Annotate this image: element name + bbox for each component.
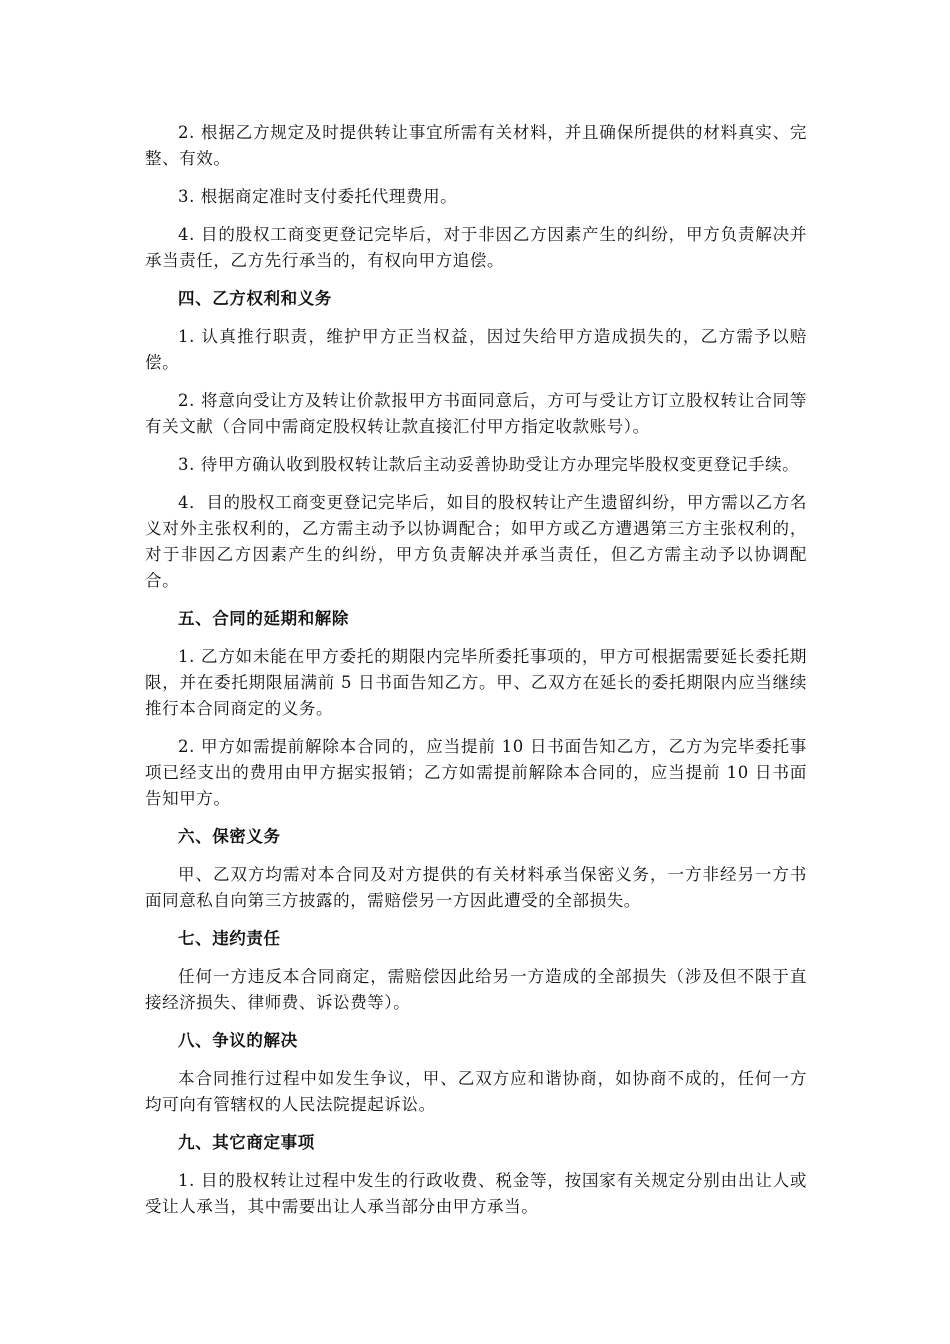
- section-heading: 五、合同的延期和解除: [178, 609, 349, 628]
- section-heading: 六、保密义务: [178, 827, 281, 846]
- paragraph: 1. 乙方如未能在甲方委托的期限内完毕所委托事项的，甲方可根据需要延长委托期限，并在委托期限届满前 5 日书面告知乙方。甲、乙双方在延长的委托期限内应当继续推行本合同商定的义务。: [145, 647, 807, 718]
- section-heading: 四、乙方权利和义务: [178, 289, 332, 308]
- paragraph: 3. 根据商定准时支付委托代理费用。: [178, 187, 458, 206]
- paragraph: 1. 目的股权转让过程中发生的行政收费、税金等，按国家有关规定分别由出让人或受让人承当，其中需要出让人承当部分由甲方承当。: [145, 1171, 807, 1216]
- document-page: [145, 120, 807, 1220]
- paragraph: 本合同推行过程中如发生争议，甲、乙双方应和谐协商，如协商不成的，任何一方均可向有管辖权的人民法院提起诉讼。: [145, 1069, 807, 1114]
- paragraph: 4．目的股权工商变更登记完毕后，如目的股权转让产生遗留纠纷，甲方需以乙方名义对外主张权利的，乙方需主动予以协调配合；如甲方或乙方遭遇第三方主张权利的，对于非因乙方因素产生的纠纷，甲方负责解决并承当责任，但乙方需主动予以协调配合。: [145, 493, 807, 590]
- paragraph: 2. 根据乙方规定及时提供转让事宜所需有关材料，并且确保所提供的材料真实、完整、有效。: [145, 123, 807, 168]
- section-heading: 七、违约责任: [178, 929, 281, 948]
- paragraph: 2. 将意向受让方及转让价款报甲方书面同意后，方可与受让方订立股权转让合同等有关文献（合同中需商定股权转让款直接汇付甲方指定收款账号）。: [145, 391, 807, 436]
- paragraph: 任何一方违反本合同商定，需赔偿因此给另一方造成的全部损失（涉及但不限于直接经济损失、律师费、诉讼费等）。: [145, 967, 807, 1012]
- paragraph: 2. 甲方如需提前解除本合同的，应当提前 10 日书面告知乙方，乙方为完毕委托事项已经支出的费用由甲方据实报销；乙方如需提前解除本合同的，应当提前 10 日书面告知甲方。: [145, 737, 807, 808]
- paragraph: 1. 认真推行职责，维护甲方正当权益，因过失给甲方造成损失的，乙方需予以赔偿。: [145, 327, 807, 372]
- paragraph: 4. 目的股权工商变更登记完毕后，对于非因乙方因素产生的纠纷，甲方负责解决并承当责任，乙方先行承当的，有权向甲方追偿。: [145, 225, 807, 270]
- section-heading: 九、其它商定事项: [178, 1133, 315, 1152]
- paragraph: 甲、乙双方均需对本合同及对方提供的有关材料承当保密义务，一方非经另一方书面同意私自向第三方披露的，需赔偿另一方因此遭受的全部损失。: [145, 865, 807, 910]
- paragraph: 3. 待甲方确认收到股权转让款后主动妥善协助受让方办理完毕股权变更登记手续。: [178, 455, 800, 474]
- section-heading: 八、争议的解决: [178, 1031, 298, 1050]
